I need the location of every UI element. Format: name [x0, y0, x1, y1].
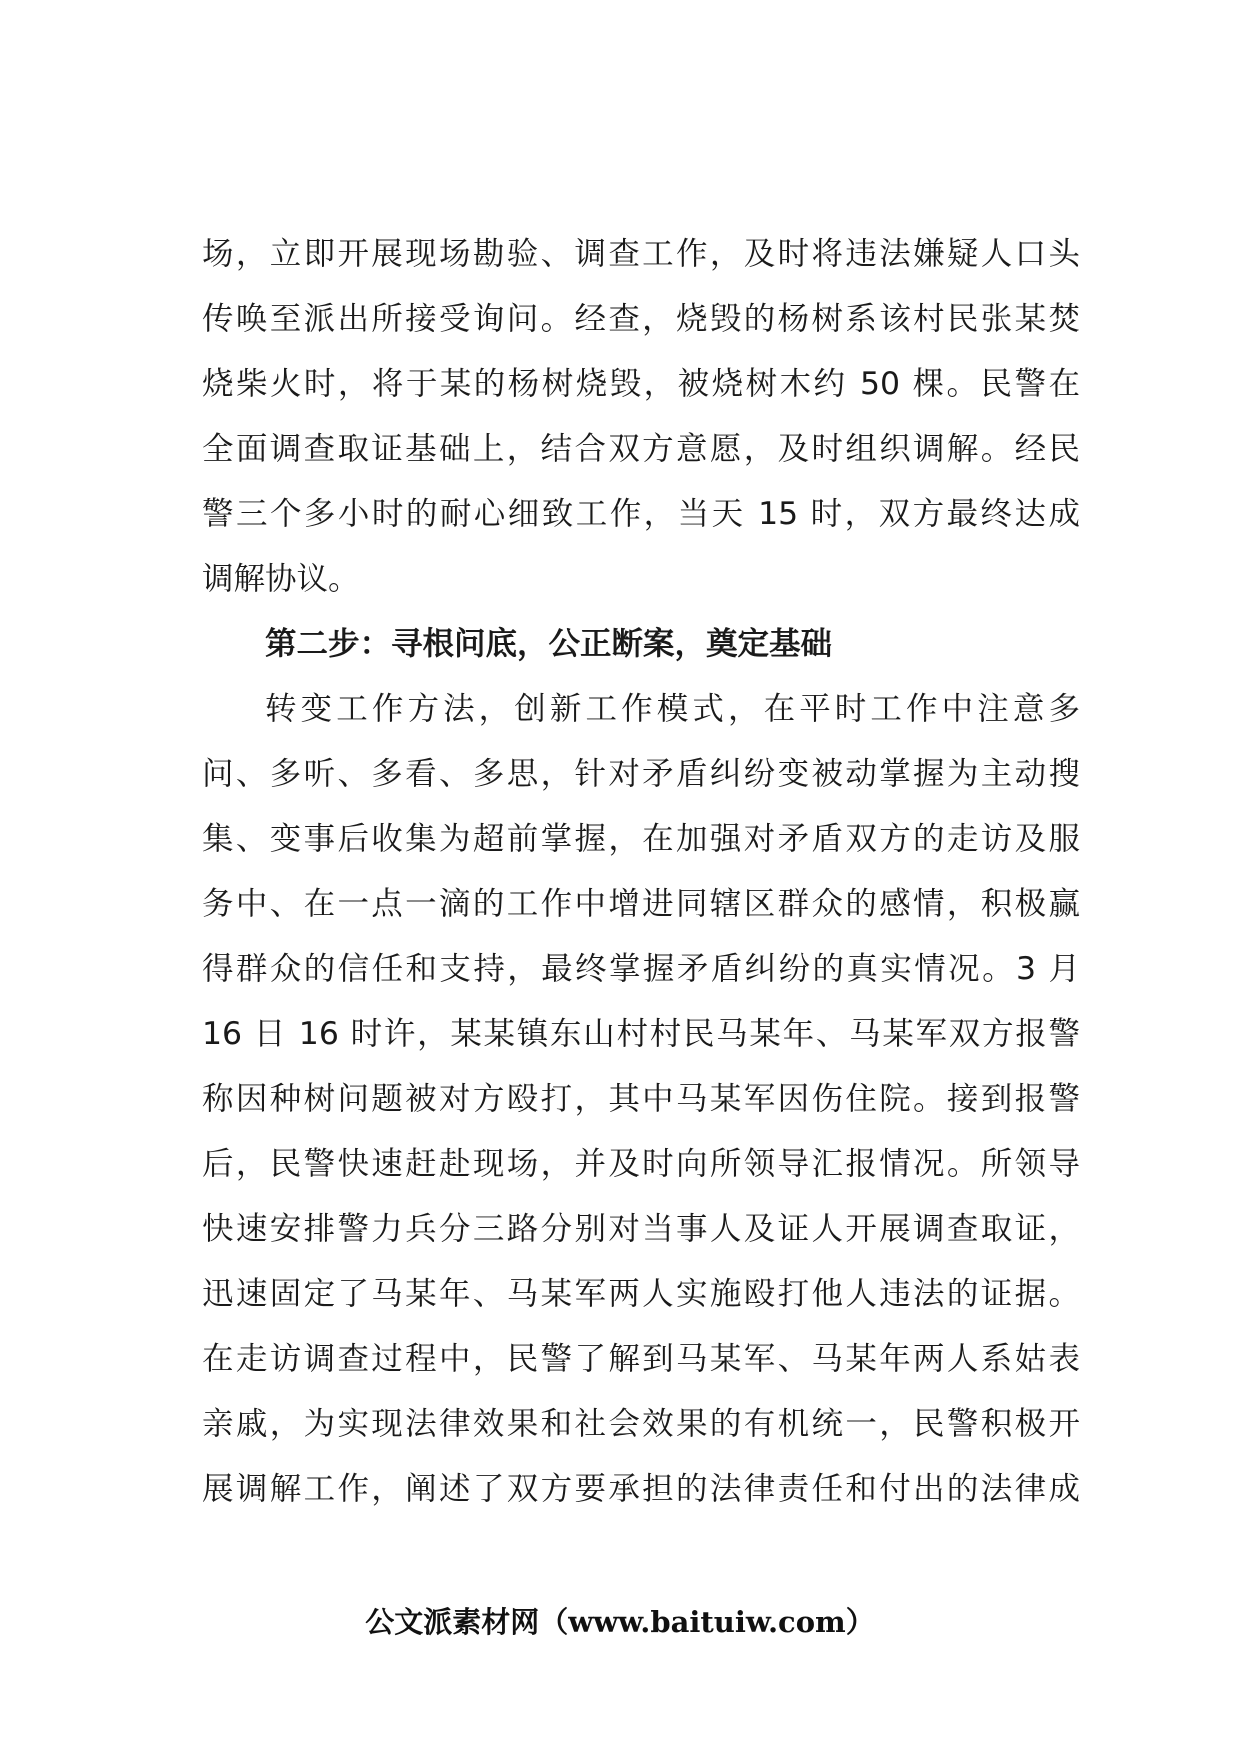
text-line: 亲戚，为实现法律效果和社会效果的有机统一，民警积极开 [202, 1406, 1080, 1442]
page-footer: 公文派素材网（www.baituiw.com） [365, 1605, 875, 1639]
text-line: 集、变事后收集为超前掌握，在加强对矛盾双方的走访及服 [202, 821, 1080, 857]
text-line: 在走访调查过程中，民警了解到马某军、马某年两人系姑表 [202, 1341, 1080, 1377]
text-line: 后，民警快速赶赴现场，并及时向所领导汇报情况。所领导 [202, 1146, 1080, 1182]
text-line: 传唤至派出所接受询问。经查，烧毁的杨树系该村民张某焚 [202, 301, 1080, 337]
text-line: 场，立即开展现场勘验、调查工作，及时将违法嫌疑人口头 [202, 236, 1080, 272]
paragraph [202, 222, 1080, 612]
text-line: 警三个多小时的耐心细致工作，当天 15 时，双方最终达成 [202, 496, 1080, 532]
text-line: 得群众的信任和支持，最终掌握矛盾纠纷的真实情况。3 月 [202, 951, 1080, 987]
text-line: 务中、在一点一滴的工作中增进同辖区群众的感情，积极赢 [202, 886, 1080, 922]
text-line: 快速安排警力兵分三路分别对当事人及证人开展调查取证， [202, 1211, 1080, 1247]
document-body [202, 222, 1080, 1522]
text-line: 调解协议。 [202, 561, 360, 597]
text-line: 展调解工作，阐述了双方要承担的法律责任和付出的法律成 [202, 1471, 1080, 1507]
text-line: 16 日 16 时许，某某镇东山村村民马某年、马某军双方报警 [202, 1016, 1080, 1052]
text-line: 迅速固定了马某年、马某军两人实施殴打他人违法的证据。 [202, 1276, 1080, 1312]
text-line: 转变工作方法，创新工作模式，在平时工作中注意多 [265, 691, 1080, 727]
text-line: 称因种树问题被对方殴打，其中马某军因伤住院。接到报警 [202, 1081, 1080, 1117]
section-heading: 第二步：寻根问底，公正断案，奠定基础 [265, 626, 833, 662]
text-line: 全面调查取证基础上，结合双方意愿，及时组织调解。经民 [202, 431, 1080, 467]
paragraph [202, 677, 1080, 1522]
text-line: 问、多听、多看、多思，针对矛盾纠纷变被动掌握为主动搜 [202, 756, 1080, 792]
text-line: 烧柴火时，将于某的杨树烧毁，被烧树木约 50 棵。民警在 [202, 366, 1080, 402]
